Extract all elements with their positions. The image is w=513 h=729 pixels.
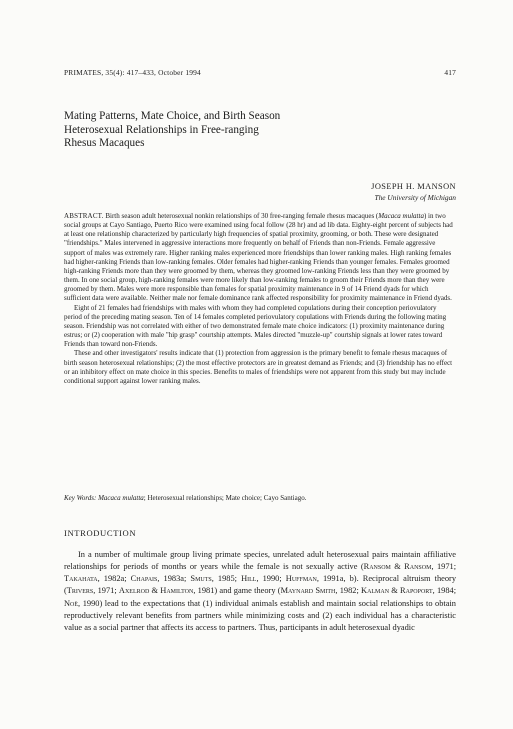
intro-text: , 1982a; (97, 574, 131, 584)
citation-author: Huffman (285, 574, 317, 584)
journal-citation: PRIMATES, 35(4): 417–433, October 1994 (64, 68, 201, 77)
keyword-species: Macaca mulatta (98, 494, 144, 502)
keywords-label: Key Words: (64, 494, 97, 502)
abstract-paragraph: These and other investigators' results indicate that (1) protection from aggression is the primary benefit to female rhesus macaques of birth season heterosexual relationships; (2) the most effective protectors are in greatest demand as Friends; and (3) friendship has no effect or an inhibitory effect on mate choice in this species. Benefits to males of friendships were not apparent from this study but may include conditional support against lower ranking males. (64, 349, 453, 385)
intro-text: , 1981) and game theory ( (193, 586, 281, 596)
introduction-paragraph (64, 549, 456, 634)
intro-text: , 1990; (256, 574, 286, 584)
abstract-label: ABSTRACT. (64, 212, 104, 220)
abstract-text: ) in two social groups at Cayo Santiago, Puerto Rico were examined using focal follow (28 hr) and ad lib data. Eighty-eight percent of subjects had at least one relationship characterized by particularly high frequencies of spatial proximity, grooming, or both. These were designated "friendships." Males intervened in aggressive interactions more frequently on behalf of Friends than non-Friends. Female aggressive support of males was extremely rare. Higher ranking males experienced more friendships than lower ranking males. High ranking females had higher-ranking Friends than low-ranking females. Older females had higher-ranking Friends than younger females. Females groomed high-ranking Friends more than they were groomed by them, whereas they groomed low-ranking Friends less than they were groomed by them. In one social group, high-ranking females were more likely than low-ranking females to groom their Friends more than they were groomed by them. Males were more responsible than females for spatial proximity maintenance in 9 of 14 Friend dyads for which sufficient data were available. Neither male nor female dominance rank affected responsibility for proximity maintenance in Friend dyads. (64, 212, 453, 303)
citation-author: Chapais (130, 574, 158, 584)
citation-author: Kalman & Rapoport (361, 586, 433, 596)
keywords-text: ; Heterosexual relationships; Mate choice; Cayo Santiago. (143, 494, 307, 502)
title-line: Rhesus Macaques (64, 137, 145, 150)
citation-author: Maynard Smith (280, 586, 336, 596)
author-block (371, 182, 456, 202)
citation-author: Hill (241, 574, 257, 584)
citation-author: Ransom & Ransom (363, 562, 432, 572)
page-number: 417 (444, 68, 456, 77)
title-line: Mating Patterns, Mate Choice, and Birth Season (64, 110, 281, 122)
abstract-paragraph (64, 212, 456, 304)
abstract-text: Birth season adult heterosexual nonkin relationships of 30 free-ranging female rhesus macaques ( (103, 212, 379, 220)
intro-text: , 1985; (211, 574, 242, 584)
title-line: Heterosexual Relationships in Free-ranging (64, 123, 259, 136)
article-title (64, 110, 364, 151)
section-heading-introduction: INTRODUCTION (64, 528, 137, 538)
citation-author: Takahata (64, 574, 98, 584)
intro-text: In a number of multimale group living primate species, unrelated adult heterosexual pairs maintain affiliative relationships for periods of months or years while the female is not sexually active ( (64, 550, 456, 572)
abstract-paragraph: Eight of 21 females had friendships with males with whom they had completed copulations during their conception periovulatory period of the preceding mating season. Ten of 14 females completed periovulatory copulations with Friends during the following mating season. Friendship was not correlated with either of two demonstrated female mate choice indicators: (1) proximity maintenance during estrus; or (2) cooperation with male "hip grasp" courtship attempts. Males directed "muzzle-up" courtship signals at lower rates toward Friends than toward non-Friends. (64, 303, 447, 349)
intro-text: , 1984; (432, 586, 457, 596)
citation-author: Noë (64, 598, 79, 608)
citation-author: Trivers (66, 586, 94, 596)
citation-author: Axelrod & Hamilton (118, 586, 194, 596)
abstract (64, 212, 456, 386)
species-name: Macaca mulatta (378, 212, 424, 220)
intro-text: , 1982; (335, 586, 362, 596)
intro-text: , 1971; (431, 562, 457, 572)
intro-text: , 1983a; (157, 574, 191, 584)
intro-text: , 1971; (93, 586, 119, 596)
citation-author: Smuts (190, 574, 212, 584)
introduction-body (64, 549, 456, 634)
author-name: JOSEPH H. MANSON (371, 182, 456, 191)
author-affiliation: The University of Michigan (374, 193, 456, 202)
keywords (64, 494, 456, 503)
intro-text: , 1990) lead to the expectations that (1) individual animals establish and maintain social relationships to obtain reproductively relevant benefits from partners while minimizing costs and (2) each individual has a characteristic value as a social partner that affects its access to partners. Thus, participants in adult heterosexual dyadic (64, 598, 456, 632)
running-head (64, 68, 456, 77)
intro-text: , 1991a, b). Reciprocal altruism theory ( (64, 574, 457, 596)
